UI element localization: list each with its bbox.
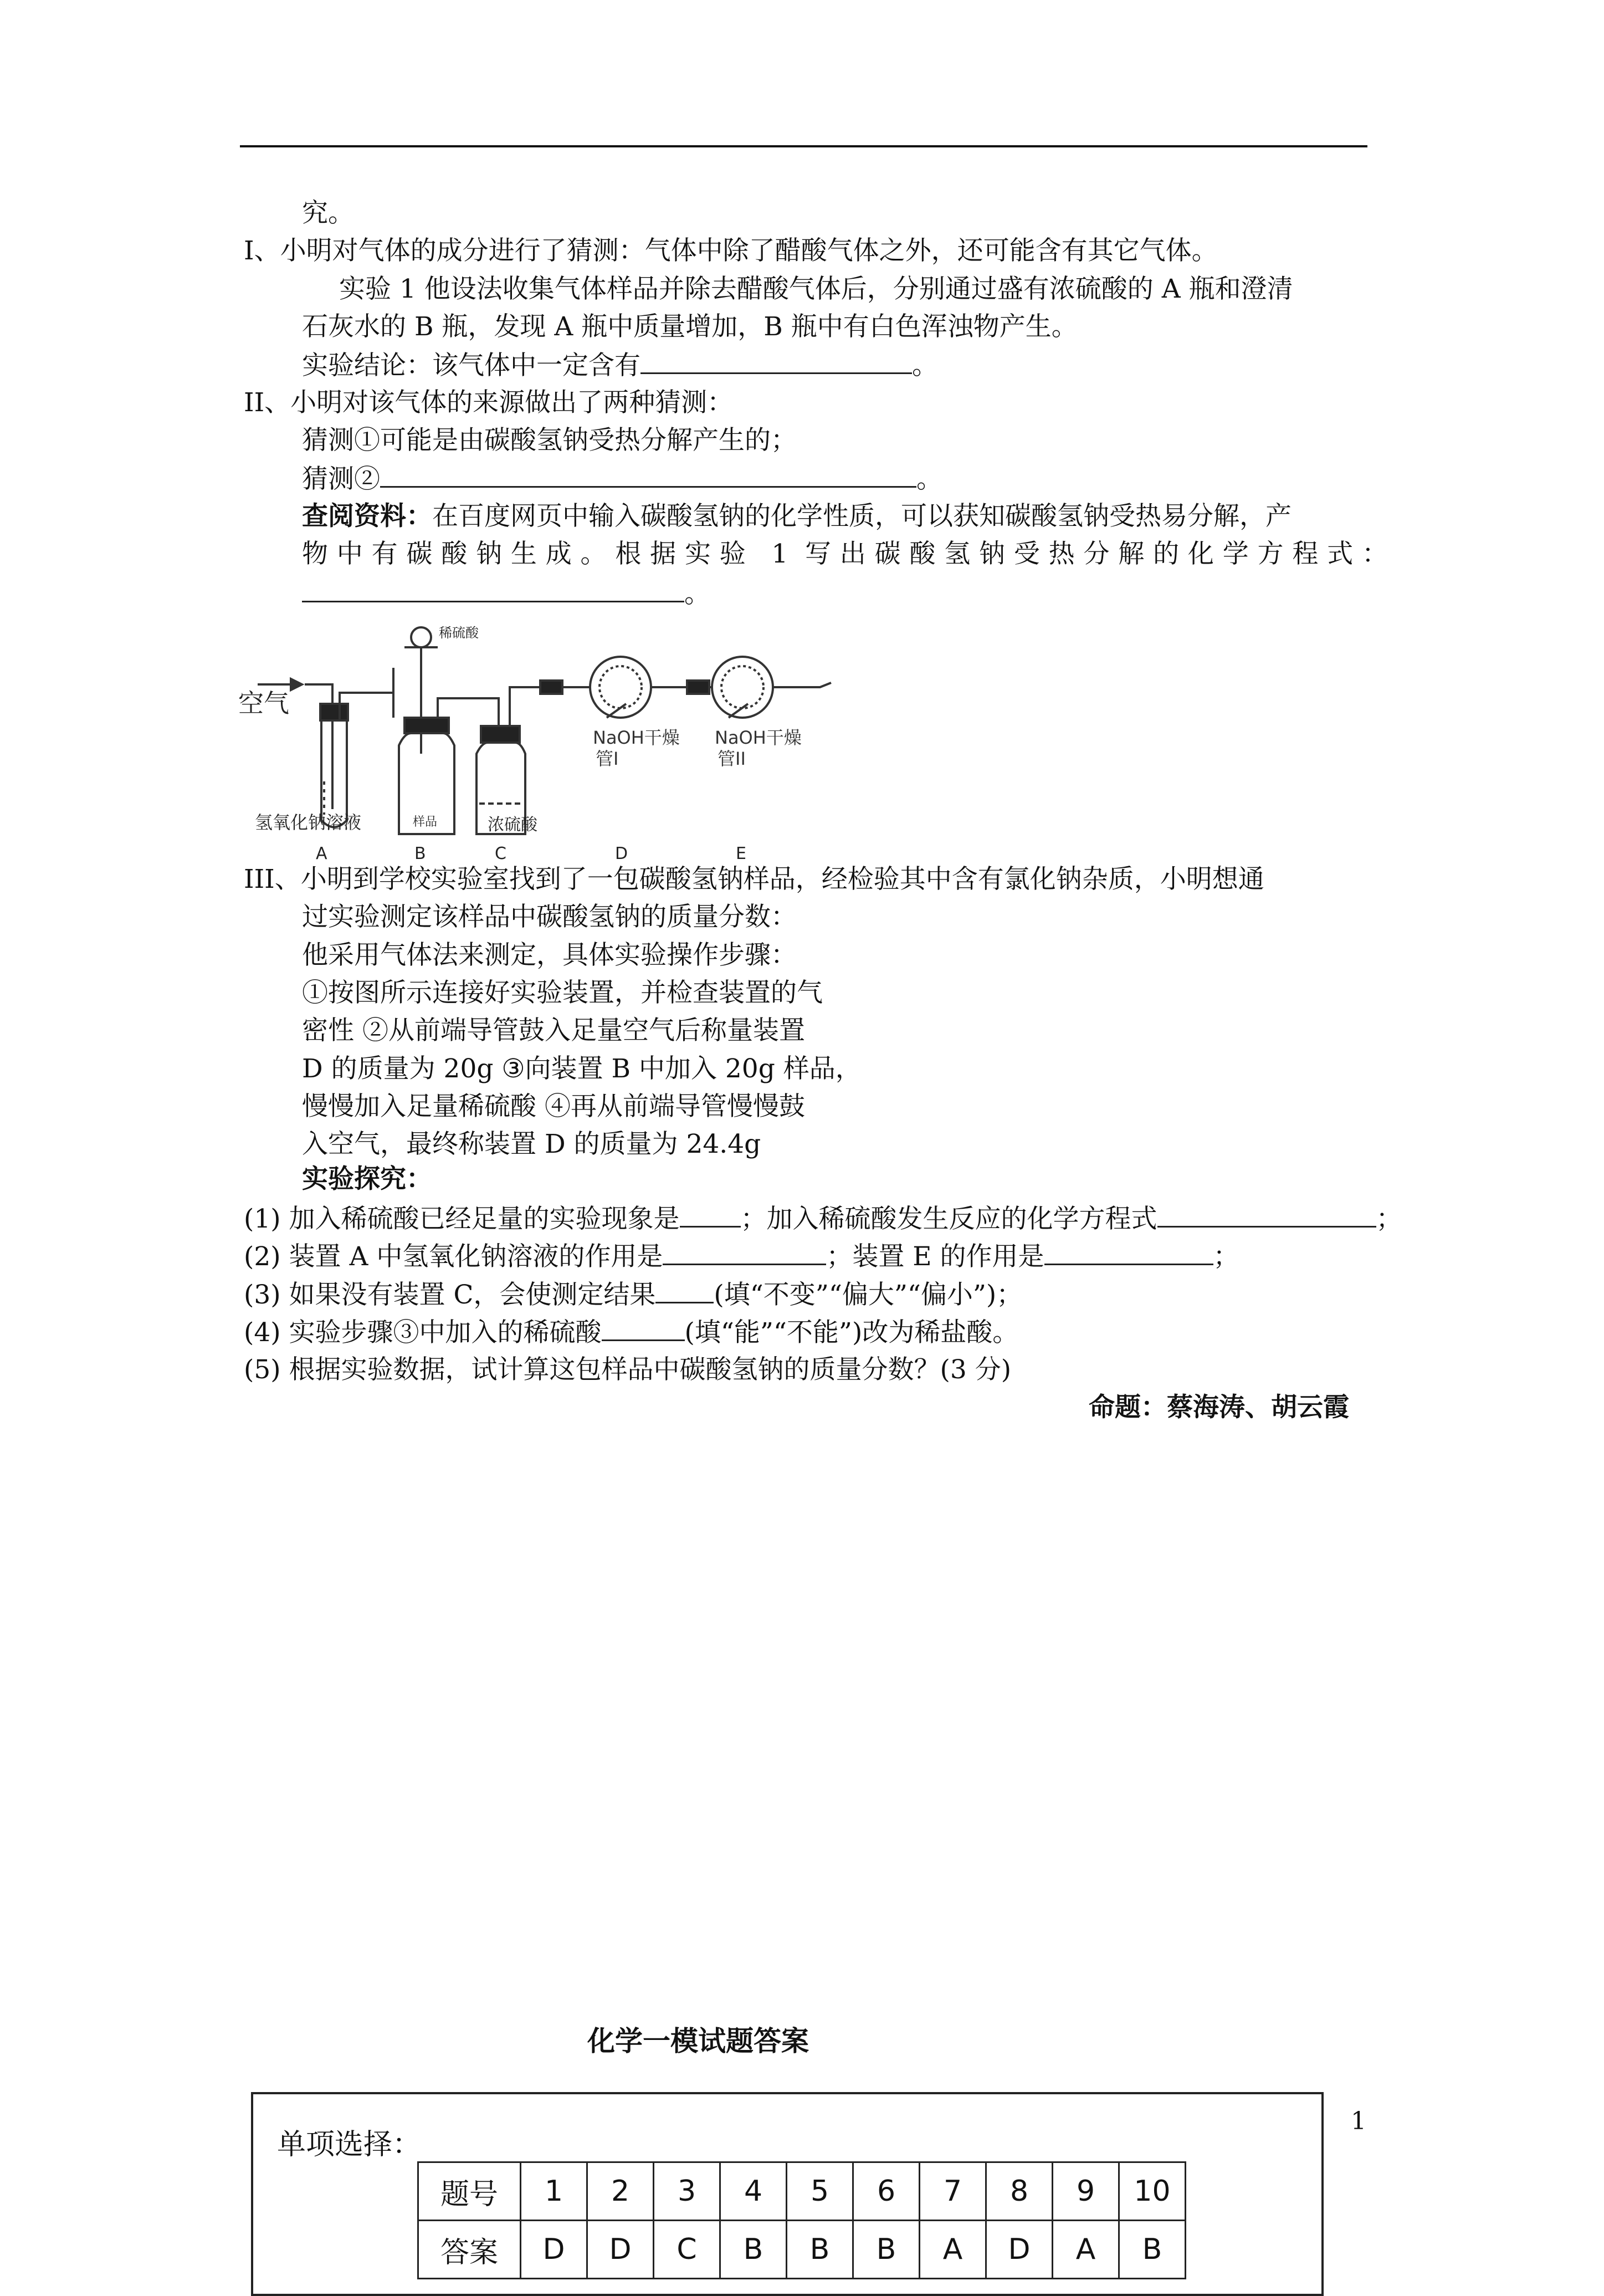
section-iii: III、小明到学校实验室找到了一包碳酸氢钠样品，经检验其中含有氯化钠杂质，小明想通 [244, 864, 1264, 894]
table-row [418, 2221, 1186, 2279]
step-line2: 密性 ②从前端导管鼓入足量空气后称量装置 [302, 1015, 805, 1046]
letter-a: A [316, 844, 327, 863]
section-iii-line2: 过实验测定该样品中碳酸氢钠的质量分数： [302, 902, 797, 932]
air-label: 空气 [238, 688, 289, 718]
experiment-conclusion: 实验结论：该气体中一定含有 。 [302, 348, 938, 382]
question-4: (4) 实验步骤③中加入的稀硫酸 (填“能”“不能”)改为稀盐酸。 [244, 1315, 1018, 1349]
funnel-label: 稀硫酸 [439, 625, 479, 641]
table-cell: 9 [1053, 2162, 1119, 2221]
answer-blank-q1a[interactable] [680, 1201, 741, 1228]
method-intro: 他采用气体法来测定，具体实验操作步骤： [302, 940, 797, 970]
letter-b: B [414, 844, 426, 863]
letter-e: E [736, 844, 746, 863]
section-ii: II、小明对该气体的来源做出了两种猜测： [244, 387, 734, 418]
table-cell: 8 [986, 2162, 1053, 2221]
page-number: 1 [1351, 2107, 1366, 2135]
label-b: 样品 [413, 815, 438, 829]
table-cell: D [986, 2221, 1053, 2279]
label-d-2: 管I [596, 748, 619, 769]
question-2: (2) 装置 A 中氢氧化钠溶液的作用是 ；装置 E 的作用是 ； [244, 1239, 1239, 1274]
table-cell: B [1119, 2221, 1186, 2279]
letter-c: C [495, 844, 506, 863]
letter-d: D [615, 844, 628, 863]
answer-section-label: 单项选择： [277, 2128, 422, 2161]
question-3: (3) 如果没有装置 C，会使测定结果 (填“不变”“偏大”“偏小”)； [244, 1277, 1022, 1312]
answer-blank-q2b[interactable] [1044, 1239, 1213, 1265]
table-cell: 1 [521, 2162, 587, 2221]
label-a: 氢氧化钠溶液 [255, 812, 362, 833]
answer-blank-q4[interactable] [602, 1315, 685, 1341]
step-line4: 慢慢加入足量稀硫酸 ④再从前端导管慢慢鼓 [302, 1091, 805, 1122]
answer-blank-q3[interactable] [655, 1277, 714, 1303]
apparatus-diagram [238, 615, 914, 865]
author-credit: 命题：蔡海涛、胡云霞 [1089, 1392, 1349, 1423]
question-5: (5) 根据实验数据，试计算这包样品中碳酸氢钠的质量分数？(3 分) [244, 1354, 1012, 1385]
table-cell: B [787, 2221, 853, 2279]
inquiry-heading: 实验探究： [302, 1164, 432, 1194]
guess-1: 猜测①可能是由碳酸氢钠受热分解产生的； [302, 425, 797, 456]
answer-blank-q2a[interactable] [663, 1239, 826, 1265]
guess-2: 猜测② 。 [302, 462, 942, 496]
section-i: I、小明对气体的成分进行了猜测：气体中除了醋酸气体之外，还可能含有其它气体。 [244, 236, 1218, 266]
answer-blank-equation[interactable] [302, 576, 684, 602]
line-continued: 究。 [302, 198, 354, 228]
experiment-1-line1: 实验 1 他设法收集气体样品并除去醋酸气体后，分别通过盛有浓硫酸的 A 瓶和澄清 [339, 274, 1293, 304]
answer-blank-q1b[interactable] [1157, 1201, 1376, 1228]
table-header-cell: 题号 [418, 2162, 521, 2221]
label-c: 浓硫酸 [488, 815, 537, 835]
table-cell: D [587, 2221, 654, 2279]
table-cell: B [720, 2221, 787, 2279]
label-e-2: 管II [718, 748, 746, 769]
answer-blank-guess2[interactable] [380, 462, 916, 488]
table-cell: 3 [654, 2162, 720, 2221]
table-cell: 6 [853, 2162, 920, 2221]
table-header-cell: 答案 [418, 2221, 521, 2279]
table-cell: 5 [787, 2162, 853, 2221]
table-cell: 7 [920, 2162, 986, 2221]
table-cell: D [521, 2221, 587, 2279]
table-cell: A [1053, 2221, 1119, 2279]
answer-title: 化学一模试题答案 [587, 2024, 809, 2057]
label-d-1: NaOH干燥 [593, 727, 680, 748]
step-line1: ①按图所示连接好实验装置，并检查装置的气 [302, 978, 823, 1008]
question-1: (1) 加入稀硫酸已经足量的实验现象是 ；加入稀硫酸发生反应的化学方程式 ； [244, 1201, 1402, 1236]
answer-blank-gas[interactable] [640, 348, 912, 374]
table-row [418, 2162, 1186, 2221]
table-cell: 4 [720, 2162, 787, 2221]
table-cell: C [654, 2221, 720, 2279]
experiment-1-line2: 石灰水的 B 瓶，发现 A 瓶中质量增加，B 瓶中有白色浑浊物产生。 [302, 311, 1078, 342]
table-cell: 10 [1119, 2162, 1186, 2221]
table-cell: A [920, 2221, 986, 2279]
step-line5: 入空气，最终称装置 D 的质量为 24.4g [302, 1129, 761, 1159]
table-cell: B [853, 2221, 920, 2279]
step-line3: D 的质量为 20g ③向装置 B 中加入 20g 样品， [302, 1054, 862, 1084]
label-e-1: NaOH干燥 [715, 727, 802, 748]
table-cell: 2 [587, 2162, 654, 2221]
answer-table [417, 2161, 1186, 2279]
reference-line1: 查阅资料：在百度网页中输入碳酸氢钠的化学性质，可以获知碳酸氢钠受热易分解，产 [302, 501, 1292, 531]
reference-line2: 物中有碳酸钠生成。根据实验 1 写出碳酸氢钠受热分解的化学方程式： [302, 539, 1388, 569]
header-rule [240, 145, 1367, 147]
equation-line: 。 [302, 576, 710, 611]
